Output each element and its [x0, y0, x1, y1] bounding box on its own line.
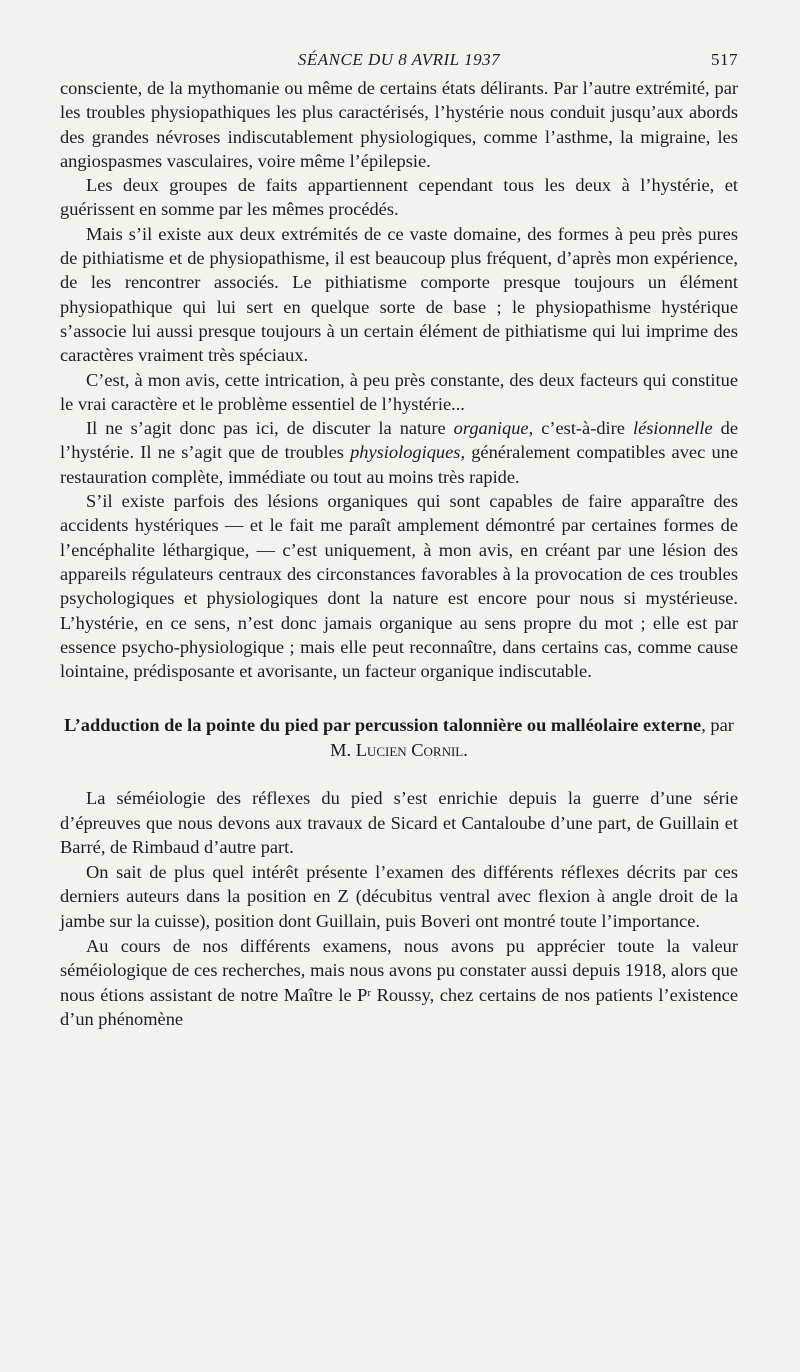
paragraph: On sait de plus quel intérêt présente l’examen des différents réflexes décrits par ces derniers auteurs dans la position en Z (décubitus ventral avec flexion à angle droit de la jambe sur la cuisse), position dont Guillain, puis Boveri ont montré toute l’importance. [60, 861, 738, 931]
paragraph: C’est, à mon avis, cette intrication, à peu près constante, des deux facteurs qui constitue le vrai caractère et le problème essentiel de l’hystérie... [60, 369, 738, 414]
paragraph: La séméiologie des réflexes du pied s’est enrichie depuis la guerre d’une série d’épreuves que nous devons aux travaux de Sicard et Cantaloube d’une part, de Guillain et Barré, de Rimbaud d’autre part. [60, 788, 738, 858]
article-heading [60, 713, 738, 762]
section-hysteria-discussion [60, 76, 738, 683]
superscript: r [367, 986, 372, 999]
paragraph: Il ne s’agit donc pas ici, de discuter la nature organique, c’est-à-dire lésionnelle de l’hystérie. Il ne s’agit que de troubles physiologiques, généralement compatibles avec une restauration complète, immédiate ou tout au moins très rapide. [60, 418, 739, 487]
paragraph: Au cours de nos différents examens, nous avons pu apprécier toute la valeur séméiologique de ces recherches, mais nous avons pu constater aussi depuis 1918, alors que nous étions assistant de notre Maître le $P^r$ Roussy, chez certains de nos patients l’existence d’un phénomène [60, 935, 738, 1030]
paragraph: Les deux groupes de faits appartiennent cependant tous les deux à l’hystérie, et guérissent en somme par les mêmes procédés. [60, 175, 738, 220]
running-title: SÉANCE DU 8 AVRIL 1937 [297, 50, 501, 69]
paragraph: Mais s’il existe aux deux extrémités de ce vaste domaine, des formes à peu près pures de pithiatisme et de physiopathisme, il est beaucoup plus fréquent, d’après mon expérience, de les rencontrer associés. Le pithiatisme comporte presque toujours un élément physiopathique qui lui sert en quelque sorte de base ; le physiopathisme hystérique s’associe lui aussi presque toujours à un certain élément de pithiatisme qui lui imprime des caractères vraiment très spéciaux. [60, 223, 738, 366]
running-head [60, 50, 738, 76]
page-number: 517 [711, 50, 738, 69]
emphasis-physiologiques: physiologiques [350, 442, 461, 463]
section-adduction-article [60, 786, 738, 1032]
paragraph-continuation: consciente, de la mythomanie ou même de certains états délirants. Par l’autre extrémité, par les troubles physiopathiques les plus caractérisés, l’hystérie nous conduit jusqu’aux abords des grandes névroses indiscutablement physiologiques, comme l’asthme, la migraine, les angiospasmes vasculaires, voire même l’épilepsie. [60, 78, 738, 171]
emphasis-lesionnelle: lésionnelle [632, 418, 713, 439]
article-author: Lucien Cornil. [355, 739, 468, 760]
article-title: L’adduction de la pointe du pied par percussion talonnière ou malléolaire externe [64, 715, 702, 736]
emphasis-organique: organique [453, 418, 529, 439]
byline-prefix: , par M. [330, 715, 734, 760]
paragraph: S’il existe parfois des lésions organiques qui sont capables de faire apparaître des accidents hystériques — et le fait me paraît amplement démontré par certaines formes de l’encéphalite léthargique, — c’est uniquement, à mon avis, en créant par une lésion des appareils régulateurs centraux des circonstances favorables à la provocation de ces troubles psychologiques et physiologiques dont la nature est encore pour nous si mystérieuse. L’hystérie, en ce sens, n’est donc jamais organique au sens propre du mot ; elle est par essence psycho-physiologique ; mais elle peut reconnaître, dans certains cas, comme cause lointaine, prédisposante et avorisante, un facteur organique indiscutable. [60, 491, 738, 682]
